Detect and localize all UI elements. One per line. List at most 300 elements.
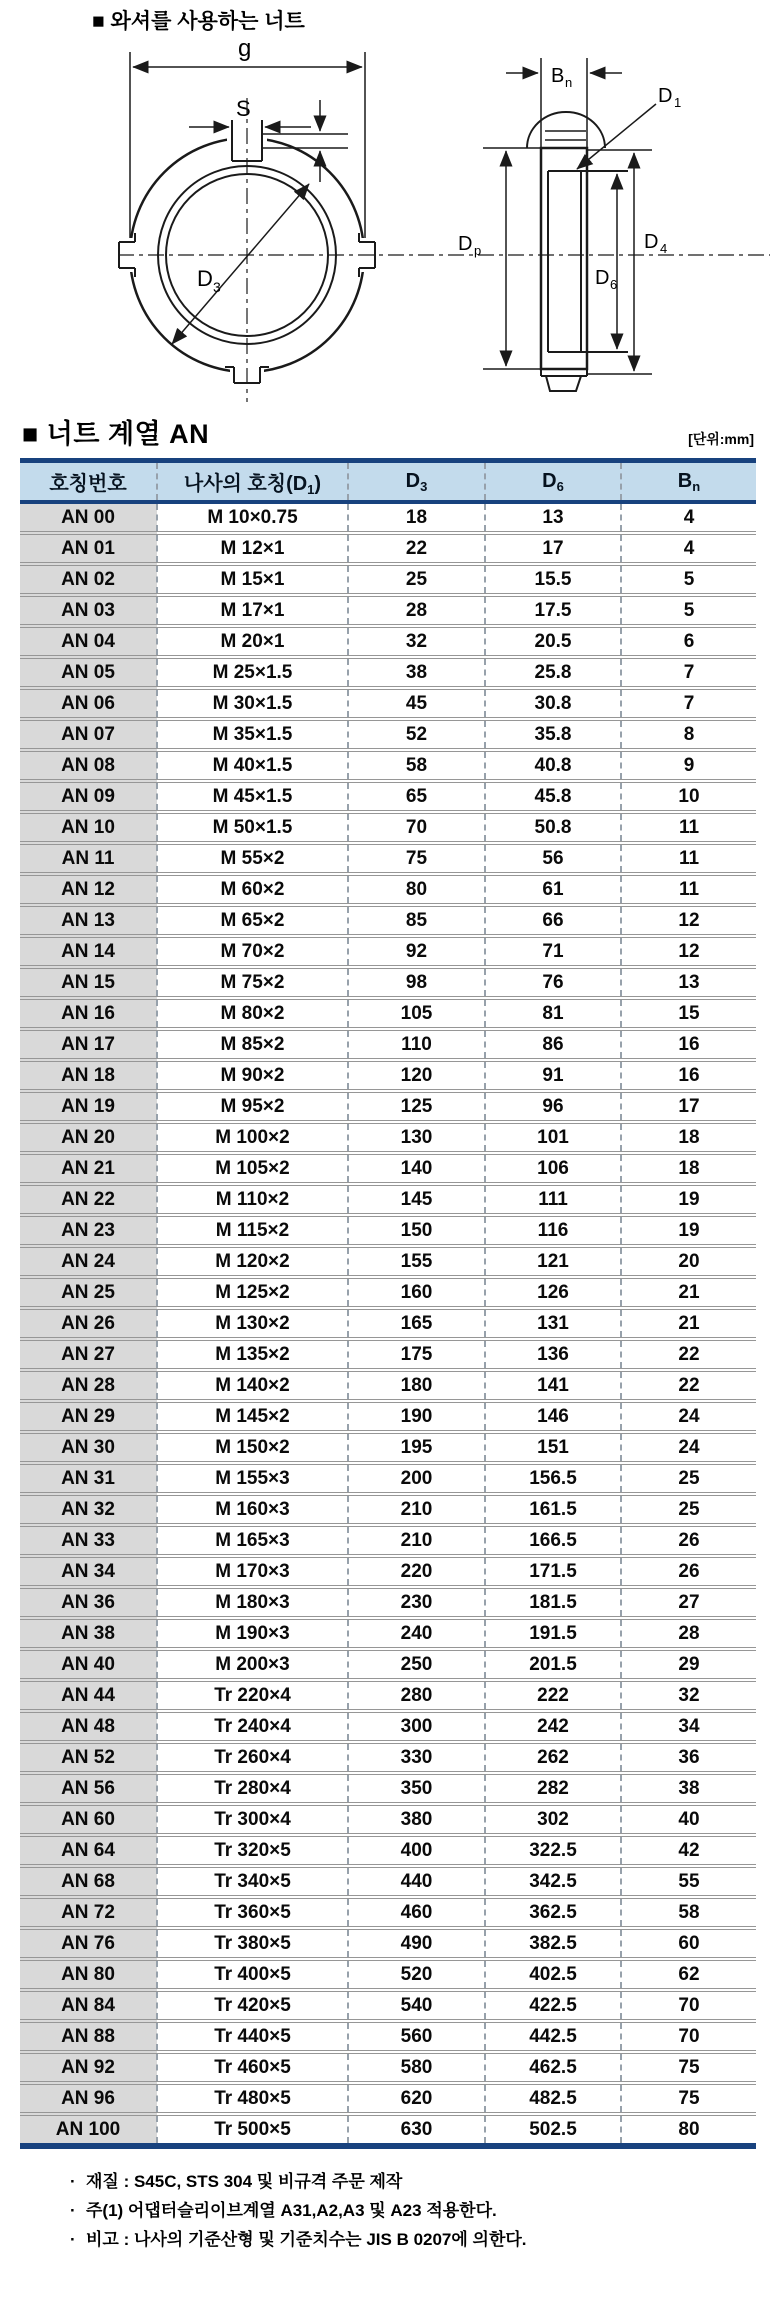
cell-thread: Tr 260×4 <box>157 1742 348 1773</box>
cell-code: AN 27 <box>20 1339 157 1370</box>
cell-thread: Tr 460×5 <box>157 2052 348 2083</box>
table-row <box>20 626 756 657</box>
cell-code: AN 28 <box>20 1370 157 1401</box>
table-row <box>20 1587 756 1618</box>
cell-bn: 9 <box>621 750 756 781</box>
cell-d3: 65 <box>348 781 485 812</box>
cell-bn: 16 <box>621 1060 756 1091</box>
cell-code: AN 05 <box>20 657 157 688</box>
cell-thread: M 110×2 <box>157 1184 348 1215</box>
cell-d3: 240 <box>348 1618 485 1649</box>
cell-d6: 201.5 <box>485 1649 621 1680</box>
cell-thread: Tr 440×5 <box>157 2021 348 2052</box>
cell-d6: 181.5 <box>485 1587 621 1618</box>
table-row <box>20 657 756 688</box>
cell-code: AN 06 <box>20 688 157 719</box>
cell-thread: M 190×3 <box>157 1618 348 1649</box>
cell-d6: 126 <box>485 1277 621 1308</box>
cell-bn: 36 <box>621 1742 756 1773</box>
cell-d6: 166.5 <box>485 1525 621 1556</box>
cell-bn: 29 <box>621 1649 756 1680</box>
cell-d3: 620 <box>348 2083 485 2114</box>
cell-bn: 11 <box>621 874 756 905</box>
cell-d3: 25 <box>348 564 485 595</box>
cell-code: AN 07 <box>20 719 157 750</box>
cell-d6: 30.8 <box>485 688 621 719</box>
cell-d6: 101 <box>485 1122 621 1153</box>
cell-code: AN 09 <box>20 781 157 812</box>
cell-thread: M 55×2 <box>157 843 348 874</box>
table-row <box>20 2114 756 2146</box>
cell-code: AN 80 <box>20 1959 157 1990</box>
cell-d6: 25.8 <box>485 657 621 688</box>
cell-thread: M 80×2 <box>157 998 348 1029</box>
cell-bn: 12 <box>621 905 756 936</box>
cell-bn: 18 <box>621 1122 756 1153</box>
cell-thread: M 200×3 <box>157 1649 348 1680</box>
cell-d3: 440 <box>348 1866 485 1897</box>
cell-d6: 462.5 <box>485 2052 621 2083</box>
cell-bn: 58 <box>621 1897 756 1928</box>
table-row <box>20 1432 756 1463</box>
table-row <box>20 502 756 533</box>
cell-bn: 22 <box>621 1339 756 1370</box>
cell-d3: 400 <box>348 1835 485 1866</box>
cell-bn: 10 <box>621 781 756 812</box>
cell-bn: 8 <box>621 719 756 750</box>
cell-bn: 26 <box>621 1556 756 1587</box>
cell-bn: 16 <box>621 1029 756 1060</box>
cell-d6: 171.5 <box>485 1556 621 1587</box>
cell-bn: 21 <box>621 1277 756 1308</box>
cell-code: AN 12 <box>20 874 157 905</box>
cell-bn: 55 <box>621 1866 756 1897</box>
cell-d3: 105 <box>348 998 485 1029</box>
cell-bn: 24 <box>621 1432 756 1463</box>
cell-bn: 70 <box>621 2021 756 2052</box>
cell-code: AN 25 <box>20 1277 157 1308</box>
cell-d3: 630 <box>348 2114 485 2146</box>
cell-thread: M 160×3 <box>157 1494 348 1525</box>
cell-thread: M 140×2 <box>157 1370 348 1401</box>
cell-bn: 13 <box>621 967 756 998</box>
cell-bn: 5 <box>621 595 756 626</box>
cell-d3: 155 <box>348 1246 485 1277</box>
cell-d3: 250 <box>348 1649 485 1680</box>
cell-d6: 111 <box>485 1184 621 1215</box>
cell-code: AN 22 <box>20 1184 157 1215</box>
cell-code: AN 19 <box>20 1091 157 1122</box>
cell-thread: Tr 500×5 <box>157 2114 348 2146</box>
table-row <box>20 719 756 750</box>
note-text: 비고 : 나사의 기준산형 및 기준치수는 JIS B 0207에 의한다. <box>86 2230 527 2249</box>
cell-bn: 7 <box>621 657 756 688</box>
cell-d6: 262 <box>485 1742 621 1773</box>
table-row <box>20 1897 756 1928</box>
cell-code: AN 48 <box>20 1711 157 1742</box>
cell-bn: 5 <box>621 564 756 595</box>
cell-thread: M 125×2 <box>157 1277 348 1308</box>
table-row <box>20 2021 756 2052</box>
drawing-title: ■ 와셔를 사용하는 너트 <box>92 10 305 33</box>
dim-label-d3: D <box>197 266 213 291</box>
cell-code: AN 02 <box>20 564 157 595</box>
table-row <box>20 595 756 626</box>
cell-d3: 220 <box>348 1556 485 1587</box>
cell-thread: M 12×1 <box>157 533 348 564</box>
table-row <box>20 2052 756 2083</box>
cell-bn: 42 <box>621 1835 756 1866</box>
table-row <box>20 1060 756 1091</box>
table-row <box>20 1091 756 1122</box>
col-header-bn: $B_n$ <box>621 461 756 503</box>
header-row <box>20 461 756 503</box>
dim-label-d4-sub: 4 <box>660 241 668 256</box>
cell-d3: 560 <box>348 2021 485 2052</box>
cell-code: AN 32 <box>20 1494 157 1525</box>
cell-d6: 382.5 <box>485 1928 621 1959</box>
cell-d3: 210 <box>348 1525 485 1556</box>
note-line <box>70 2196 780 2225</box>
table-row <box>20 533 756 564</box>
cell-d6: 191.5 <box>485 1618 621 1649</box>
cell-code: AN 00 <box>20 502 157 533</box>
table-row <box>20 1711 756 1742</box>
cell-d6: 106 <box>485 1153 621 1184</box>
cell-d6: 136 <box>485 1339 621 1370</box>
table-row <box>20 1494 756 1525</box>
cell-thread: M 45×1.5 <box>157 781 348 812</box>
cell-bn: 22 <box>621 1370 756 1401</box>
cell-thread: M 17×1 <box>157 595 348 626</box>
cell-thread: M 25×1.5 <box>157 657 348 688</box>
cell-code: AN 21 <box>20 1153 157 1184</box>
table-row <box>20 1773 756 1804</box>
cell-d3: 145 <box>348 1184 485 1215</box>
cell-d3: 28 <box>348 595 485 626</box>
table-row <box>20 1742 756 1773</box>
cell-thread: M 135×2 <box>157 1339 348 1370</box>
cell-d6: 422.5 <box>485 1990 621 2021</box>
cell-code: AN 14 <box>20 936 157 967</box>
table-row <box>20 1990 756 2021</box>
cell-bn: 21 <box>621 1308 756 1339</box>
table-row <box>20 564 756 595</box>
table-row <box>20 1649 756 1680</box>
cell-thread: M 35×1.5 <box>157 719 348 750</box>
col-header-thread: 나사의 호칭$(D_1)$ <box>157 461 348 503</box>
cell-d6: 76 <box>485 967 621 998</box>
cell-bn: 4 <box>621 533 756 564</box>
cell-d3: 45 <box>348 688 485 719</box>
col-header-code: 호칭번호 <box>20 461 157 503</box>
cell-bn: 28 <box>621 1618 756 1649</box>
cell-code: AN 31 <box>20 1463 157 1494</box>
table-row <box>20 1215 756 1246</box>
cell-bn: 24 <box>621 1401 756 1432</box>
cell-thread: Tr 380×5 <box>157 1928 348 1959</box>
cell-d6: 66 <box>485 905 621 936</box>
cell-d3: 190 <box>348 1401 485 1432</box>
cell-code: AN 44 <box>20 1680 157 1711</box>
cell-d6: 61 <box>485 874 621 905</box>
cell-thread: M 85×2 <box>157 1029 348 1060</box>
table-row <box>20 1618 756 1649</box>
cell-d3: 70 <box>348 812 485 843</box>
cell-d6: 222 <box>485 1680 621 1711</box>
table-row <box>20 812 756 843</box>
cell-d6: 96 <box>485 1091 621 1122</box>
cell-d6: 50.8 <box>485 812 621 843</box>
col-header-d3: $D_3$ <box>348 461 485 503</box>
cell-bn: 20 <box>621 1246 756 1277</box>
cell-bn: 25 <box>621 1463 756 1494</box>
cell-thread: M 40×1.5 <box>157 750 348 781</box>
cell-d6: 20.5 <box>485 626 621 657</box>
cell-d6: 13 <box>485 502 621 533</box>
table-row <box>20 1246 756 1277</box>
dim-label-dp-sub: p <box>474 243 482 258</box>
cell-thread: Tr 240×4 <box>157 1711 348 1742</box>
cell-thread: M 115×2 <box>157 1215 348 1246</box>
cell-thread: M 90×2 <box>157 1060 348 1091</box>
cell-d3: 92 <box>348 936 485 967</box>
cell-d3: 330 <box>348 1742 485 1773</box>
table-row <box>20 1556 756 1587</box>
cell-d6: 442.5 <box>485 2021 621 2052</box>
cell-code: AN 33 <box>20 1525 157 1556</box>
cell-d6: 81 <box>485 998 621 1029</box>
nut-drawing-svg <box>0 0 780 408</box>
cell-d3: 98 <box>348 967 485 998</box>
cell-d6: 45.8 <box>485 781 621 812</box>
note-text: 주(1) 어댑터슬리이브계열 A31,A2,A3 및 A23 적용한다. <box>86 2201 497 2220</box>
cell-code: AN 11 <box>20 843 157 874</box>
table-row <box>20 1866 756 1897</box>
cell-d6: 91 <box>485 1060 621 1091</box>
table-row <box>20 2083 756 2114</box>
cell-thread: Tr 340×5 <box>157 1866 348 1897</box>
cell-thread: M 165×3 <box>157 1525 348 1556</box>
cell-d3: 125 <box>348 1091 485 1122</box>
note-line <box>70 2167 780 2196</box>
cell-thread: Tr 360×5 <box>157 1897 348 1928</box>
section-title: ■ 너트 계열 AN <box>22 419 210 449</box>
cell-code: AN 24 <box>20 1246 157 1277</box>
cell-d3: 32 <box>348 626 485 657</box>
cell-d3: 180 <box>348 1370 485 1401</box>
cell-code: AN 72 <box>20 1897 157 1928</box>
cell-d3: 200 <box>348 1463 485 1494</box>
cell-bn: 80 <box>621 2114 756 2146</box>
cell-bn: 4 <box>621 502 756 533</box>
cell-bn: 6 <box>621 626 756 657</box>
cell-d6: 71 <box>485 936 621 967</box>
cell-d6: 161.5 <box>485 1494 621 1525</box>
cell-bn: 25 <box>621 1494 756 1525</box>
dim-label-d6: D <box>595 267 610 289</box>
cell-d3: 350 <box>348 1773 485 1804</box>
table-row <box>20 1928 756 1959</box>
cell-thread: M 15×1 <box>157 564 348 595</box>
cell-d6: 156.5 <box>485 1463 621 1494</box>
cell-d3: 52 <box>348 719 485 750</box>
cell-code: AN 01 <box>20 533 157 564</box>
cell-d3: 120 <box>348 1060 485 1091</box>
dim-label-d3-sub: 3 <box>213 279 221 295</box>
cell-thread: M 60×2 <box>157 874 348 905</box>
cell-d3: 75 <box>348 843 485 874</box>
table-row <box>20 1122 756 1153</box>
cell-code: AN 04 <box>20 626 157 657</box>
cell-code: AN 18 <box>20 1060 157 1091</box>
cell-code: AN 76 <box>20 1928 157 1959</box>
cell-d6: 17.5 <box>485 595 621 626</box>
cell-d6: 482.5 <box>485 2083 621 2114</box>
cell-bn: 60 <box>621 1928 756 1959</box>
cell-d6: 35.8 <box>485 719 621 750</box>
cell-d3: 520 <box>348 1959 485 1990</box>
dim-label-d1: D <box>658 85 673 107</box>
cell-bn: 11 <box>621 843 756 874</box>
bullet-icon: · <box>70 2201 76 2220</box>
cell-thread: M 75×2 <box>157 967 348 998</box>
bullet-icon: · <box>70 2230 76 2249</box>
cell-d3: 195 <box>348 1432 485 1463</box>
cell-code: AN 64 <box>20 1835 157 1866</box>
cell-d6: 402.5 <box>485 1959 621 1990</box>
table-row <box>20 1401 756 1432</box>
cell-code: AN 38 <box>20 1618 157 1649</box>
cell-bn: 19 <box>621 1184 756 1215</box>
cell-d6: 121 <box>485 1246 621 1277</box>
cell-bn: 11 <box>621 812 756 843</box>
cell-code: AN 60 <box>20 1804 157 1835</box>
cell-thread: Tr 300×4 <box>157 1804 348 1835</box>
cell-thread: M 50×1.5 <box>157 812 348 843</box>
cell-d3: 300 <box>348 1711 485 1742</box>
cell-code: AN 17 <box>20 1029 157 1060</box>
cell-thread: M 145×2 <box>157 1401 348 1432</box>
table-row <box>20 750 756 781</box>
table-row <box>20 936 756 967</box>
cell-d3: 110 <box>348 1029 485 1060</box>
cell-d6: 146 <box>485 1401 621 1432</box>
cell-d6: 362.5 <box>485 1897 621 1928</box>
dim-label-s: S <box>236 96 251 121</box>
cell-thread: Tr 480×5 <box>157 2083 348 2114</box>
cell-d3: 540 <box>348 1990 485 2021</box>
note-line <box>70 2225 780 2254</box>
dim-label-d6-sub: 6 <box>610 277 618 292</box>
cell-code: AN 84 <box>20 1990 157 2021</box>
cell-d6: 15.5 <box>485 564 621 595</box>
table-row <box>20 967 756 998</box>
cell-thread: M 130×2 <box>157 1308 348 1339</box>
table-row <box>20 874 756 905</box>
footnotes <box>70 2167 780 2254</box>
table-row <box>20 1153 756 1184</box>
cell-thread: Tr 320×5 <box>157 1835 348 1866</box>
table-row <box>20 1339 756 1370</box>
bullet-icon: · <box>70 2172 76 2191</box>
cell-code: AN 30 <box>20 1432 157 1463</box>
cell-bn: 32 <box>621 1680 756 1711</box>
cell-code: AN 96 <box>20 2083 157 2114</box>
cell-thread: M 10×0.75 <box>157 502 348 533</box>
cell-code: AN 10 <box>20 812 157 843</box>
cell-d6: 322.5 <box>485 1835 621 1866</box>
cell-thread: M 155×3 <box>157 1463 348 1494</box>
dim-label-g: g <box>238 35 252 62</box>
cell-bn: 75 <box>621 2052 756 2083</box>
cell-d6: 282 <box>485 1773 621 1804</box>
note-text: 재질 : S45C, STS 304 및 비규격 주문 제작 <box>86 2172 403 2191</box>
cell-thread: M 95×2 <box>157 1091 348 1122</box>
cell-d3: 165 <box>348 1308 485 1339</box>
cell-d6: 151 <box>485 1432 621 1463</box>
cell-thread: Tr 400×5 <box>157 1959 348 1990</box>
cell-d3: 230 <box>348 1587 485 1618</box>
dim-label-bn-sub: n <box>565 75 573 90</box>
cell-code: AN 03 <box>20 595 157 626</box>
cell-thread: M 180×3 <box>157 1587 348 1618</box>
cell-code: AN 23 <box>20 1215 157 1246</box>
cell-code: AN 16 <box>20 998 157 1029</box>
cell-code: AN 88 <box>20 2021 157 2052</box>
cell-d6: 40.8 <box>485 750 621 781</box>
cell-bn: 17 <box>621 1091 756 1122</box>
cell-d3: 22 <box>348 533 485 564</box>
cell-d3: 210 <box>348 1494 485 1525</box>
cell-code: AN 92 <box>20 2052 157 2083</box>
table-row <box>20 1029 756 1060</box>
cell-code: AN 100 <box>20 2114 157 2146</box>
technical-drawing <box>0 0 780 408</box>
cell-thread: Tr 220×4 <box>157 1680 348 1711</box>
dim-label-dp: D <box>458 233 473 255</box>
cell-d3: 150 <box>348 1215 485 1246</box>
cell-d3: 160 <box>348 1277 485 1308</box>
cell-d3: 85 <box>348 905 485 936</box>
table-row <box>20 781 756 812</box>
cell-d3: 80 <box>348 874 485 905</box>
side-view <box>458 58 681 391</box>
section-bar <box>0 408 780 458</box>
cell-d6: 17 <box>485 533 621 564</box>
cell-thread: Tr 420×5 <box>157 1990 348 2021</box>
cell-thread: M 20×1 <box>157 626 348 657</box>
cell-bn: 75 <box>621 2083 756 2114</box>
table-row <box>20 843 756 874</box>
cell-code: AN 13 <box>20 905 157 936</box>
cell-d6: 302 <box>485 1804 621 1835</box>
an-series-table <box>20 458 756 2149</box>
cell-thread: M 105×2 <box>157 1153 348 1184</box>
cell-bn: 40 <box>621 1804 756 1835</box>
cell-d6: 502.5 <box>485 2114 621 2146</box>
cell-thread: M 65×2 <box>157 905 348 936</box>
cell-d3: 490 <box>348 1928 485 1959</box>
cell-code: AN 29 <box>20 1401 157 1432</box>
cell-d6: 86 <box>485 1029 621 1060</box>
cell-code: AN 40 <box>20 1649 157 1680</box>
cell-thread: M 170×3 <box>157 1556 348 1587</box>
cell-thread: M 100×2 <box>157 1122 348 1153</box>
table-row <box>20 1308 756 1339</box>
cell-d3: 175 <box>348 1339 485 1370</box>
cell-bn: 62 <box>621 1959 756 1990</box>
